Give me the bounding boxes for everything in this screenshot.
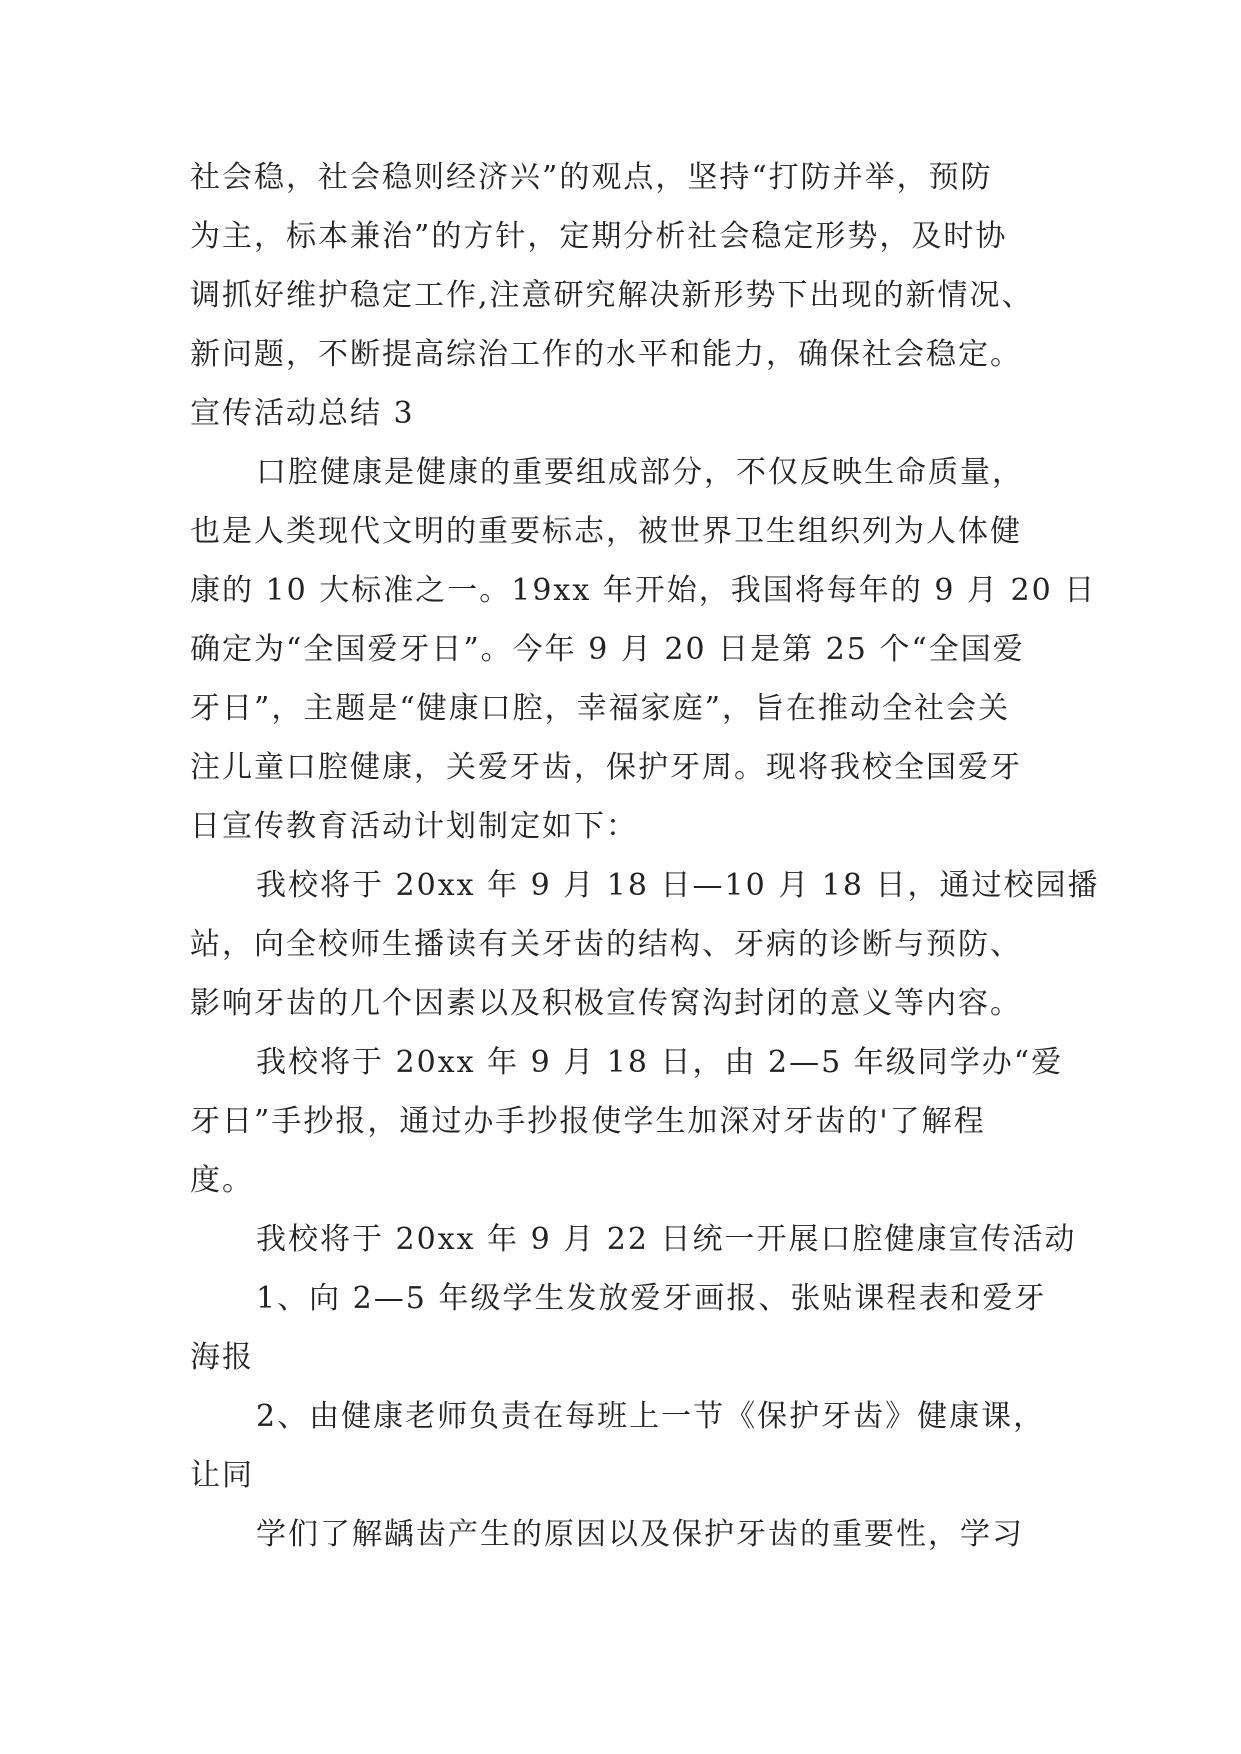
text-line: 我校将于 20xx 年 9 月 18 日，由 2—5 年级同学办“爱 [256,1045,1064,1080]
text-line: 为主，标本兼治”的方针，定期分析社会稳定形势，及时协 [190,219,1008,254]
text-line: 日宣传教育活动计划制定如下： [190,809,638,844]
text-line: 社会稳，社会稳则经济兴”的观点，坚持“打防并举，预防 [190,160,993,195]
text-line: 康的 10 大标准之一。19xx 年开始，我国将每年的 9 月 20 日 [190,573,1097,608]
text-line: 牙日”，主题是“健康口腔，幸福家庭”，旨在推动全社会关 [190,691,1011,726]
list-item: 1、向 2—5 年级学生发放爱牙画报、张贴课程表和爱牙 [256,1281,1047,1316]
document-body [190,148,1100,1564]
text-line: 站，向全校师生播读有关牙齿的结构、牙病的诊断与预防、 [190,927,1022,962]
text-line: 确定为“全国爱牙日”。今年 9 月 20 日是第 25 个“全国爱 [190,632,1025,667]
text-line: 注儿童口腔健康，关爱牙齿，保护牙周。现将我校全国爱牙 [190,750,1022,785]
text-line: 让同 [190,1458,254,1493]
text-line: 调抓好维护稳定工作,注意研究解决新形势下出现的新情况、 [190,278,1034,313]
list-item: 2、由健康老师负责在每班上一节《保护牙齿》健康课， [256,1399,1046,1434]
section-heading: 宣传活动总结 3 [190,396,415,431]
text-line: 学们了解龋齿产生的原因以及保护牙齿的重要性，学习 [256,1517,1024,1552]
text-line: 也是人类现代文明的重要标志，被世界卫生组织列为人体健 [190,514,1022,549]
text-line: 海报 [190,1340,254,1375]
text-line: 影响牙齿的几个因素以及积极宣传窝沟封闭的意义等内容。 [190,986,1022,1021]
text-line: 度。 [190,1163,254,1198]
text-line: 新问题，不断提高综治工作的水平和能力，确保社会稳定。 [190,337,1022,372]
text-line: 我校将于 20xx 年 9 月 22 日统一开展口腔健康宣传活动 [256,1222,1077,1257]
text-line: 口腔健康是健康的重要组成部分，不仅反映生命质量， [256,455,1024,490]
text-line: 牙日”手抄报，通过办手抄报使学生加深对牙齿的'了解程 [190,1104,986,1139]
text-line: 我校将于 20xx 年 9 月 18 日—10 月 18 日，通过校园播 [256,868,1100,903]
